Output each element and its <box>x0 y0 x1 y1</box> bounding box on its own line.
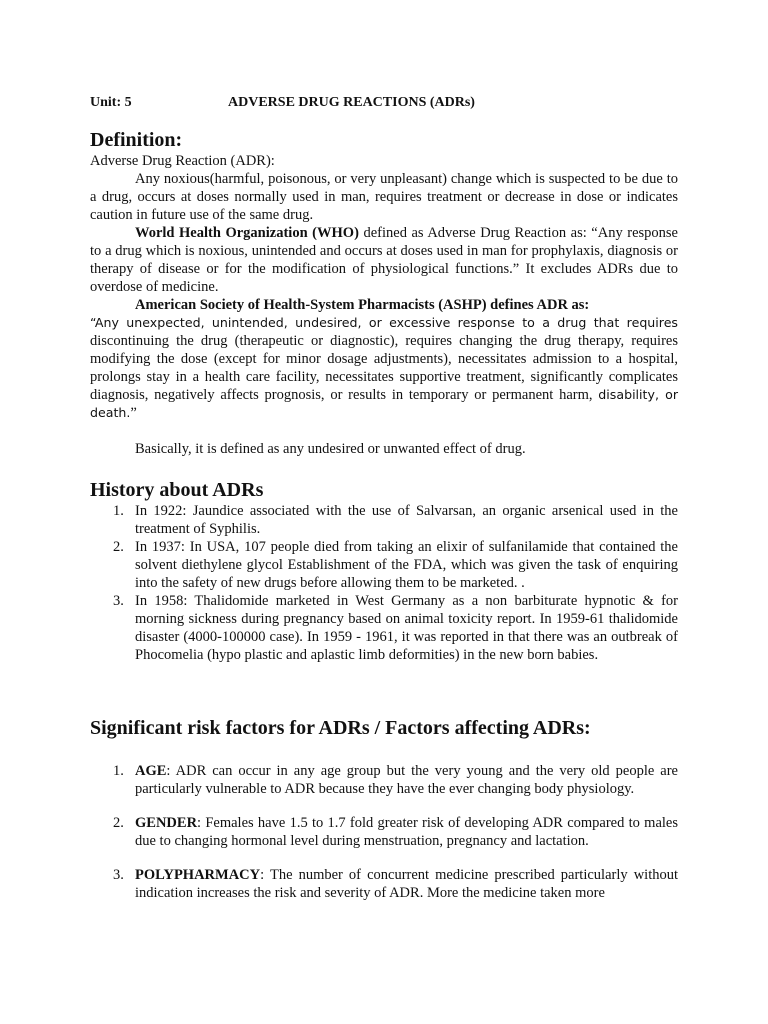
history-item-text: In 1922: Jaundice associated with the use of Salvarsan, an organic arsenical used in the treatment of Syphilis. <box>135 503 678 537</box>
risk-factor-label: AGE <box>135 763 167 779</box>
definition-paragraph: Any noxious(harmful, poisonous, or very unpleasant) change which is suspected to be due to a drug, occurs at doses normally used in man, requires treatment or decrease in dose or indicates caution in future use of the same drug. <box>90 171 678 223</box>
list-number: 2. <box>113 815 124 831</box>
ashp-label-text: American Society of Health-System Pharmacists (ASHP) defines ADR as: <box>135 297 590 313</box>
risk-factor-label: GENDER <box>135 815 198 831</box>
page-content <box>90 94 678 902</box>
who-text: defined as Adverse Drug Reaction as: “Any response to a drug which is noxious, unintended and occurs at doses used in man for prophylaxis, diagnosis or therapy of disease or for the modification of physiological functions.” It excludes ADRs due to overdose of medicine. <box>90 225 678 295</box>
ashp-label <box>90 296 678 314</box>
history-item <box>90 502 678 538</box>
history-item <box>90 592 678 664</box>
risk-factor-text: : The number of concurrent medicine prescribed particularly without indication increases the risk and severity of ADR. More the medicine taken more <box>135 867 678 901</box>
risk-factor-label: POLYPHARMACY <box>135 867 261 883</box>
list-number: 1. <box>113 503 124 519</box>
unit-label: Unit: 5 <box>90 95 132 110</box>
unit-title: ADVERSE DRUG REACTIONS (ADRs) <box>228 95 475 110</box>
history-item-text: In 1958: Thalidomide marketed in West Germany as a non barbiturate hypnotic & for morning sickness during pregnancy based on animal toxicity report. In 1959-61 thalidomide disaster (4000-100000 case). In 1959 - 1961, it was reported in that there was an outbreak of Phocomelia (hypo plastic and aplastic limb deformities) in the new born babies. <box>135 593 678 663</box>
risk-factors-list <box>90 762 678 902</box>
basic-definition: Basically, it is defined as any undesired or unwanted effect of drug. <box>135 441 526 457</box>
list-number: 1. <box>113 763 124 779</box>
risk-factor-text: : ADR can occur in any age group but the very young and the very old people are particularly vulnerable to ADR because they have the ever changing body physiology. <box>135 763 678 797</box>
risk-factor-item <box>90 866 678 902</box>
who-label: World Health Organization (WHO) <box>135 225 359 241</box>
ashp-quote-start: “Any unexpected, unintended, undesired, or excessive response to a drug that requires <box>90 315 678 330</box>
ashp-quote <box>90 314 678 422</box>
ashp-quote-close: ” <box>130 405 137 421</box>
list-number: 2. <box>113 539 124 555</box>
risk-factor-item <box>90 762 678 798</box>
ashp-quote-end: disability, or death. <box>90 387 678 420</box>
who-definition <box>90 224 678 296</box>
history-list <box>90 502 678 664</box>
list-number: 3. <box>113 593 124 609</box>
ashp-quote-body: discontinuing the drug (therapeutic or diagnostic), requires changing the drug therapy, requires modifying the dose (except for minor dosage adjustments), necessitates admission to a hospital, prolongs stay in a health care facility, necessitates supportive treatment, significantly complicates diagnosis, negatively affects prognosis, or results in temporary or permanent harm, <box>90 333 678 403</box>
definition-heading: Definition: <box>90 129 183 151</box>
unit-header <box>90 94 678 112</box>
list-number: 3. <box>113 867 124 883</box>
risk-factor-text: : Females have 1.5 to 1.7 fold greater risk of developing ADR compared to males due to changing hormonal level during menstruation, pregnancy and lactation. <box>135 815 678 849</box>
definition-subhead: Adverse Drug Reaction (ADR): <box>90 153 275 169</box>
history-heading: History about ADRs <box>90 479 264 501</box>
history-item <box>90 538 678 592</box>
risk-factors-heading: Significant risk factors for ADRs / Factors affecting ADRs: <box>90 717 591 739</box>
history-item-text: In 1937: In USA, 107 people died from taking an elixir of sulfanilamide that contained the solvent diethylene glycol Establishment of the FDA, which was given the task of enquiring into the safety of new drugs before allowing them to be marketed. . <box>135 539 678 591</box>
risk-factor-item <box>90 814 678 850</box>
